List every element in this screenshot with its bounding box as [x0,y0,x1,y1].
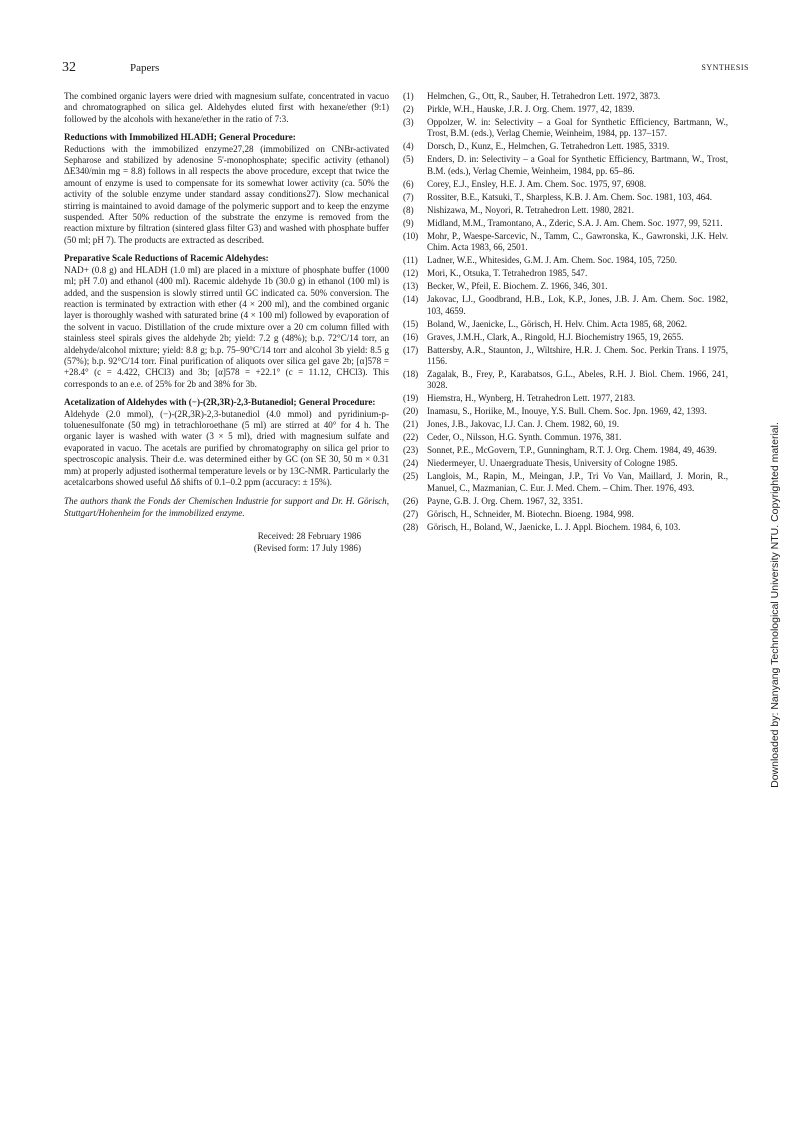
reference-number: (13) [403,281,419,292]
reference-number: (22) [403,432,419,443]
received-dates [64,531,389,554]
reference-number: (16) [403,331,419,342]
reference-text: Dorsch, D., Kunz, E., Helmchen, G. Tetrahedron Lett. 1985, 3319. [427,141,670,152]
section-heading-acetalization: Acetalization of Aldehydes with (−)-(2R,3R)-2,3-Butanediol; General Procedure: [64,397,376,408]
reference-number: (25) [403,471,419,482]
reference-item [403,179,728,190]
reference-text: Boland, W., Jaenicke, L., Görisch, H. Helv. Chim. Acta 1985, 68, 2062. [427,318,688,329]
reference-text: Mori, K., Otsuka, T. Tetrahedron 1985, 547. [427,268,588,279]
reference-number: (11) [403,255,418,266]
reference-text: Jones, J.B., Jakovac, I.J. Can. J. Chem. 1982, 60, 19. [427,419,619,430]
right-column [403,91,728,535]
reference-text: Nishizawa, M., Noyori, R. Tetrahedron Lett. 1980, 2821. [427,204,635,215]
reference-number: (8) [403,204,414,215]
section-text-acetalization: Aldehyde (2.0 mmol), (−)-(2R,3R)-2,3-butanediol (4.0 mmol) and pyridinium-p-toluenesulfonate (50 mg) in tetrachloroethane (5 ml) are stirred at 40° for 4 h. The organic layer is washed with water (3 × 5 ml), dried with magnesium sulfate and evaporated in vacuo. The acetals are purified by chromatography on silica gel prior to spectroscopic analysis. Their d.e. was determined either by GC (on SE 30, 50 m × 0.31 mm) at properly adjusted isothermal temperature levels or by 13C-NMR. Particularly the acetalcarbons showed useful Δδ shifts of 0.1–0.2 ppm (accuracy: ± 15%). [64,408,389,487]
reference-number: (24) [403,458,419,469]
reference-number: (10) [403,230,419,241]
reference-item [403,369,728,392]
reference-text: Ceder, O., Nilsson, H.G. Synth. Commun. 1976, 381. [427,432,622,443]
reference-item [403,406,728,417]
reference-text: Niedermeyer, U. Unaergraduate Thesis, University of Cologne 1985. [427,458,678,469]
reference-number: (7) [403,191,414,202]
reference-item [403,154,728,177]
reference-number: (5) [403,154,414,165]
reference-item [403,268,728,279]
reference-text: Jakovac, I.J., Goodbrand, H.B., Lok, K.P., Jones, J.B. J. Am. Chem. Soc. 1982, 103, 4659. [427,294,728,316]
reference-text: Payne, G.B. J. Org. Chem. 1967, 32, 3351. [427,495,583,506]
reference-item [403,509,728,520]
reference-number: (14) [403,294,419,305]
reference-item [403,332,728,343]
reference-item [403,294,728,317]
reference-number: (2) [403,104,414,114]
reference-item [403,205,728,216]
reference-text: Inamasu, S., Horiike, M., Inouye, Y.S. Bull. Chem. Soc. Jpn. 1969, 42, 1393. [427,406,707,417]
reference-item [403,141,728,152]
reference-text: Oppolzer, W. in: Selectivity – a Goal for Synthetic Efficiency, Bartmann, W., Trost, B.M. (eds.), Verlag Chemie, Weinheim, 1984, pp. 137–157. [427,117,728,139]
reference-text: Midland, M.M., Tramontano, A., Zderic, S.A. J. Am. Chem. Soc. 1977, 99, 5211. [427,217,723,228]
reference-text: Becker, W., Pfeil, E. Biochem. Z. 1966, 346, 301. [427,281,608,292]
reference-text: Enders, D. in: Selectivity – a Goal for Synthetic Efficiency, Bartmann, W., Trost, B.M. (eds.), Verlag Chemie, Weinheim, 1984, pp. 65–86. [427,154,728,176]
reference-text: Mohr, P., Waespe-Sarcevic, N., Tamm, C., Gawronska, K., Gawronski, J.K. Helv. Chim. Acta 1983, 66, 2501. [427,230,728,253]
journal-name: SYNTHESIS [701,63,749,72]
page-number: 32 [62,60,76,75]
revised-date: (Revised form: 17 July 1986) [253,542,361,553]
reference-item [403,432,728,443]
reference-list [403,91,728,533]
reference-number: (6) [403,178,414,189]
reference-item [403,458,728,469]
reference-item [403,281,728,292]
section-heading-immobilized: Reductions with Immobilized HLADH; General Procedure: [64,132,296,143]
reference-item [403,496,728,507]
reference-text: Ladner, W.E., Whitesides, G.M. J. Am. Chem. Soc. 1984, 105, 7250. [427,255,678,266]
reference-text: Görisch, H., Boland, W., Jaenicke, L. J. Appl. Biochem. 1984, 6, 103. [427,521,681,532]
reference-text: Görisch, H., Schneider, M. Biotechn. Bioeng. 1984, 998. [427,508,634,519]
reference-item [403,192,728,203]
reference-item [403,255,728,266]
page-header [62,60,749,80]
reference-item [403,471,728,494]
reference-item [403,319,728,330]
reference-number: (4) [403,141,414,152]
reference-number: (9) [403,217,414,228]
reference-text: Graves, J.M.H., Clark, A., Ringold, H.J. Biochemistry 1965, 19, 2655. [427,331,684,342]
reference-text: Helmchen, G., Ott, R., Sauber, H. Tetrahedron Lett. 1972, 3873. [427,91,661,101]
reference-number: (21) [403,419,419,430]
reference-number: (1) [403,91,414,101]
reference-text: Corey, E.J., Ensley, H.E. J. Am. Chem. Soc. 1975, 97, 6908. [427,178,647,189]
reference-number: (3) [403,117,414,127]
reference-text: Hiemstra, H., Wynberg, H. Tetrahedron Lett. 1977, 2183. [427,393,636,404]
watermark-text: Downloaded by: Nanyang Technological University NTU. Copyrighted material. [769,422,781,788]
reference-number: (27) [403,508,419,519]
reference-number: (18) [403,369,419,380]
reference-text: Langlois, M., Rapin, M., Meingan, J.P., Tri Vo Van, Maillard, J. Morin, R., Manuel, C., Mazmanian, C. Eur. J. Med. Chem. – Chim. Ther. 1976, 493. [427,471,728,493]
reference-item [403,104,728,115]
reference-text: Rossiter, B.E., Katsuki, T., Sharpless, K.B. J. Am. Chem. Soc. 1981, 103, 464. [427,191,712,202]
reference-number: (19) [403,393,419,404]
reference-item [403,419,728,430]
reference-number: (20) [403,406,419,417]
intro-paragraph: The combined organic layers were dried with magnesium sulfate, concentrated in vacuo and chromatographed on silica gel. Aldehydes eluted first with hexane/ether (9:1) followed by the alcohols with hexane/ether in the ratio of 7:3. [64,91,389,124]
section-heading-preparative: Preparative Scale Reductions of Racemic Aldehydes: [64,253,269,264]
acknowledgment: The authors thank the Fonds der Chemischen Industrie for support and Dr. H. Görisch, Stuttgart/Hohenheim for the immobilized enzyme. [64,496,389,518]
reference-item [403,445,728,456]
section-name: Papers [130,62,160,74]
reference-number: (23) [403,445,419,456]
reference-text: Zagalak, B., Frey, P., Karabatsos, G.L., Abeles, R.H. J. Biol. Chem. 1966, 241, 3028. [427,369,728,391]
reference-item [403,117,728,140]
reference-number: (26) [403,495,419,506]
reference-number: (28) [403,521,419,532]
reference-item [403,231,728,254]
left-column [64,91,389,554]
reference-item [403,393,728,404]
section-text-preparative: NAD+ (0.8 g) and HLADH (1.0 ml) are placed in a mixture of phosphate buffer (1000 ml; pH 7.0) and ethanol (400 ml). Racemic aldehyde 1b (30.0 g) in ethanol (100 ml) is added, and the suspension is slowly stirred until GC indicated ca. 50% conversion. The reaction is terminated by extraction with ether (4 × 200 ml), and the combined organic layer is thoroughly washed with saturated brine (4 × 100 ml) followed by evaporation of the solvent in vacuo. Distillation of the crude mixture over a 20 cm column filled with stainless steel spirals gives the aldehyde 2b; yield: 7.2 g (48%); b.p. 72°C/14 torr, an aldehyde/alcohol mixture; yield: 8.8 g; b.p. 75–90°C/14 torr and alcohol 3b yield: 8.5 g (57%); b.p. 92°C/14 torr. Final purification of aliquots over silica gel gave 2b; [α]578 = +28.4° (c = 4.422, CHCl3) and 3b; [α]578 = +22.1° (c = 11.12, CHCl3). This corresponds to an e.e. of 25% for 2b and 38% for 3b. [64,264,389,389]
reference-item [403,91,728,102]
download-watermark [768,290,782,920]
reference-item [403,345,728,368]
reference-item [403,218,728,229]
reference-item [403,522,728,533]
reference-number: (12) [403,268,419,279]
reference-text: Battersby, A.R., Staunton, J., Wiltshire, H.R. J. Chem. Soc. Perkin Trans. I 1975, 1156. [427,344,728,367]
section-text-immobilized: Reductions with the immobilized enzyme27,28 (immobilized on CNBr-activated Sepharose and stabilized by adenosine 5'-monophosphate; specific activity (ethanol) ΔE340/min mg = 8.8) follows in all respects the above procedure, except that twice the amount of enzyme is used to compensate for its somewhat lower activity (ca. 50% the activity of the soluble enzyme under standard assay conditions27). Slow mechanical stirring is maintained to avoid damage of the polymeric support and to keep the enzyme suspended. After 50% reduction of the substrate the enzyme is removed from the reaction mixture by filtration (sintered glass filter G3) and washed with phosphate buffer (50 ml; pH 7). The products are extracted as described. [64,143,389,245]
reference-number: (15) [403,318,419,329]
reference-number: (17) [403,344,419,355]
received-date: Received: 28 February 1986 [257,531,361,542]
reference-text: Sonnet, P.E., McGovern, T.P., Gunningham, R.T. J. Org. Chem. 1984, 49, 4639. [427,445,717,456]
reference-text: Pirkle, W.H., Hauske, J.R. J. Org. Chem. 1977, 42, 1839. [427,104,635,114]
